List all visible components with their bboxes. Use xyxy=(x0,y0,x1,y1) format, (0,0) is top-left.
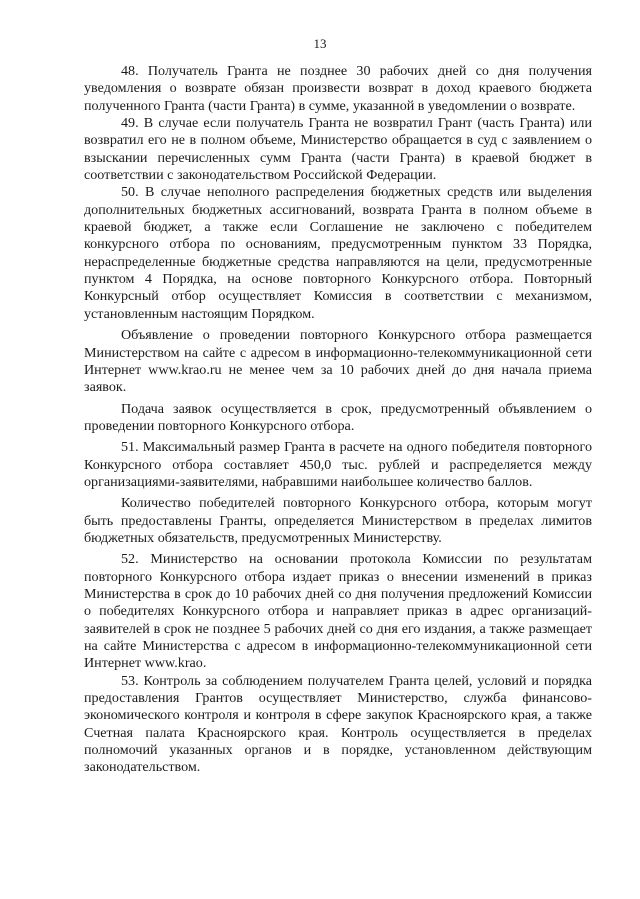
paragraph-announcement: Объявление о проведении повторного Конкурсного отбора размещается Министерством на сайте с адресом в информационно-телекоммуникационной сети Интернет www.krao.ru не менее чем за 10 рабочих дней до дня начала приема заявок. xyxy=(84,327,592,396)
paragraph-50: 50. В случае неполного распределения бюджетных средств или выделения дополнительных бюджетных ассигнований, возврата Гранта в полном объеме в краевой бюджет, а также если Соглашение не заключено с победителем конкурсного отбора по основаниям, предусмотренным пунктом 33 Порядка, нераспределенные бюджетные средства направляются на цели, предусмотренные пунктом 4 Порядка, на основе повторного Конкурсного отбора. Повторный Конкурсный отбор осуществляет Комиссия в соответствии с механизмом, установленным настоящим Порядком. xyxy=(84,184,592,322)
paragraph-53: 53. Контроль за соблюдением получателем Гранта целей, условий и порядка предоставления Грантов осуществляет Министерство, служба финансово-экономического контроля и контроля в сфере закупок Красноярского края, а также Счетная палата Красноярского края. Контроль осуществляется в пределах полномочий указанных органов и в порядке, установленном действующим законодательством. xyxy=(84,672,592,776)
paragraph-49: 49. В случае если получатель Гранта не возвратил Грант (часть Гранта) или возвратил его не в полном объеме, Министерство обращается в суд с заявлением о взыскании перечисленных сумм Гранта (части Гранта) в краевой бюджет в соответствии с законодательством Российской Федерации. xyxy=(84,115,592,184)
paragraph-winners-count: Количество победителей повторного Конкурсного отбора, которым могут быть предоставлены Гранты, определяется Министерством в пределах лимитов бюджетных обязательств, предусмотренных Министерству. xyxy=(84,495,592,546)
paragraph-52: 52. Министерство на основании протокола Комиссии по результатам повторного Конкурсного отбора издает приказ о внесении изменений в приказ Министерства в срок до 10 рабочих дней со дня получения предложений Комиссии о победителях Конкурсного отбора и направляет приказ в адрес организаций-заявителей в срок не позднее 5 рабочих дней со дня его издания, а также размещает на сайте Министерства с адресом в информационно-телекоммуникационной сети Интернет www.krao. xyxy=(84,551,592,672)
page-number: 13 xyxy=(313,36,327,51)
document-body xyxy=(84,63,592,777)
paragraph-applications: Подача заявок осуществляется в срок, предусмотренный объявлением о проведении повторного Конкурсного отбора. xyxy=(84,400,592,434)
paragraph-51: 51. Максимальный размер Гранта в расчете на одного победителя повторного Конкурсного отбора составляет 450,0 тыс. рублей и распределяется между организациями-заявителями, набравшими наибольшее количество баллов. xyxy=(84,439,592,490)
paragraph-48: 48. Получатель Гранта не позднее 30 рабочих дней со дня получения уведомления о возврате обязан произвести возврат в доход краевого бюджета полученного Гранта (части Гранта) в сумме, указанной в уведомлении о возврате. xyxy=(84,63,592,114)
